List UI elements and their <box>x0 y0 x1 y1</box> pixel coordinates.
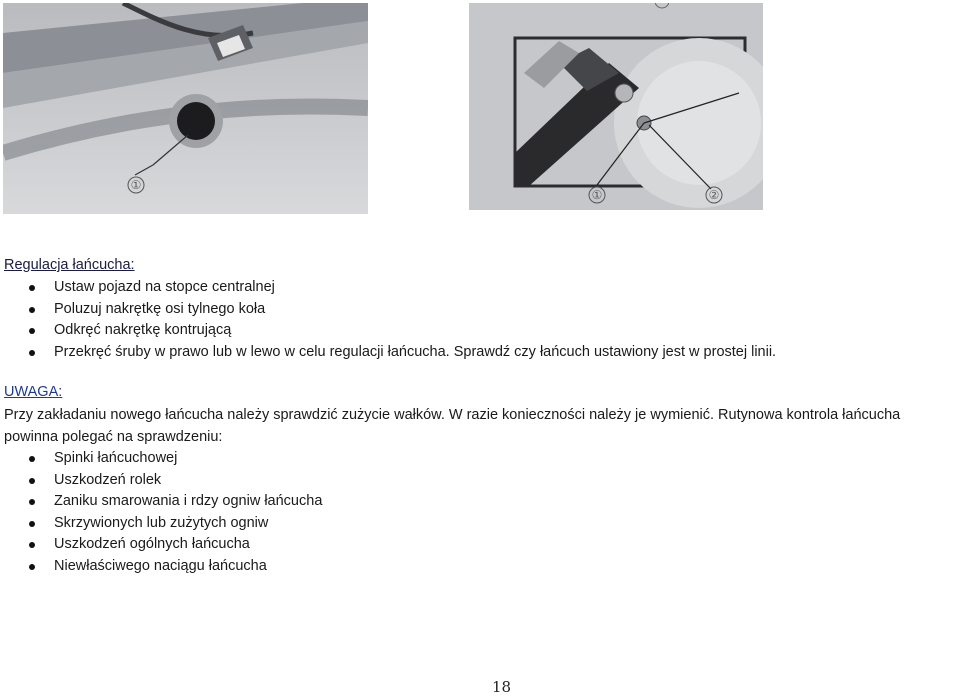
list-item: Niewłaściwego naciągu łańcucha <box>0 556 322 578</box>
photo-chain-adjuster-left <box>3 3 368 214</box>
photo-chain-adjuster-right <box>469 3 763 210</box>
page-number: 18 <box>492 678 512 696</box>
photo-right-callout-2: ② <box>708 188 720 202</box>
inspection-checklist <box>0 448 322 577</box>
list-item: Uszkodzeń rolek <box>0 470 322 492</box>
photo-left-callout-1: ① <box>130 178 142 192</box>
warning-title: UWAGA: <box>4 384 63 400</box>
list-item: Przekręć śruby w prawo lub w lewo w celu regulacji łańcucha. Sprawdź czy łańcuch ustawiony jest w prostej linii. <box>0 342 776 364</box>
list-item: Poluzuj nakrętkę osi tylnego koła <box>0 299 776 321</box>
photo-right-callout-1: ① <box>591 188 603 202</box>
list-item: Spinki łańcuchowej <box>0 448 322 470</box>
list-item: Ustaw pojazd na stopce centralnej <box>0 277 776 299</box>
list-item: Odkręć nakrętkę kontrującą <box>0 320 776 342</box>
list-item: Uszkodzeń ogólnych łańcucha <box>0 534 322 556</box>
adjustment-steps-list <box>0 277 776 363</box>
warning-line-1: Przy zakładaniu nowego łańcucha należy sprawdzić zużycie wałków. W razie konieczności należy je wymienić. Rutynowa kontrola łańcucha <box>4 407 901 423</box>
warning-line-2: powinna polegać na sprawdzeniu: <box>4 429 223 445</box>
section-title: Regulacja łańcucha: <box>4 257 135 273</box>
warning-paragraph <box>4 404 960 448</box>
photo-right-illustration <box>469 3 763 210</box>
list-item: Skrzywionych lub zużytych ogniw <box>0 513 322 535</box>
list-item: Zaniku smarowania i rdzy ogniw łańcucha <box>0 491 322 513</box>
photo-left-illustration <box>3 3 368 214</box>
